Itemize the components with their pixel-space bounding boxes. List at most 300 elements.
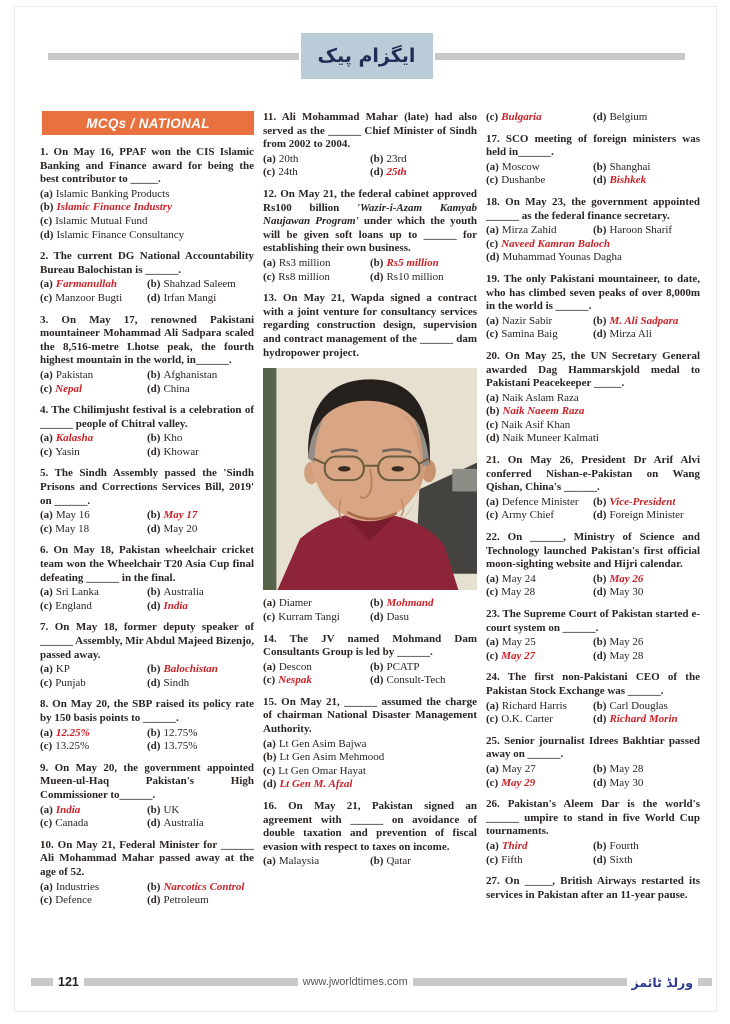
question-block [40, 146, 254, 242]
footer-brand-urdu: ورلڈ ٹائمز [631, 974, 693, 990]
option-value: Muhammad Younas Dagha [502, 251, 622, 264]
option-label: (a) [486, 762, 499, 775]
option-value-correct: India [55, 803, 81, 816]
option-label: (c) [40, 382, 53, 395]
option-value: UK [163, 803, 180, 816]
option-label: (a) [263, 737, 276, 750]
question-text [40, 762, 254, 803]
option [40, 278, 147, 292]
question-number: 14. [263, 632, 290, 645]
question-block [486, 735, 700, 790]
option-label: (a) [486, 636, 499, 649]
option-value: Khowar [163, 445, 199, 458]
option-value: Lt Gen Omar Hayat [278, 764, 366, 777]
option [40, 817, 147, 831]
question-text [486, 133, 700, 160]
option-value: Qatar [386, 855, 411, 868]
option-value: Islamic Mutual Fund [55, 214, 148, 227]
option-label: (b) [593, 762, 607, 775]
option-label: (d) [147, 676, 161, 689]
option-value: May 28 [609, 649, 644, 662]
option-value: May 30 [609, 586, 644, 599]
option-value-correct: Nepal [55, 382, 83, 395]
option-value-correct: India [163, 599, 188, 612]
question-text-part: The only Pakistani mountaineer, to date, who has climbed seven peaks of over 8,000m in the world is ______. [486, 272, 700, 313]
option [486, 573, 593, 587]
option [486, 419, 700, 433]
option-value: May 18 [55, 522, 90, 535]
option [486, 700, 593, 714]
option-label: (a) [40, 187, 53, 200]
option-row [486, 713, 700, 727]
option-value: Sri Lanka [55, 586, 99, 599]
option [40, 383, 147, 397]
option [370, 855, 477, 869]
question-block [263, 188, 477, 284]
option-value: KP [55, 663, 70, 676]
option-label: (d) [147, 599, 161, 612]
option-value: Shahzad Saleem [163, 278, 236, 291]
option [263, 153, 370, 167]
page-footer [31, 974, 712, 990]
option [486, 713, 593, 727]
question-number: 12. [263, 187, 281, 200]
question-block [486, 273, 700, 342]
option-label: (a) [486, 572, 499, 585]
option-value: 20th [278, 152, 299, 165]
question-text [486, 273, 700, 314]
option [147, 804, 254, 818]
option-row [40, 817, 254, 831]
option-row [486, 315, 700, 329]
question-block [486, 133, 700, 188]
question-number: 27. [486, 875, 505, 888]
option [147, 369, 254, 383]
option-label: (a) [40, 663, 53, 676]
option [40, 586, 147, 600]
option [593, 854, 700, 868]
option-row [486, 573, 700, 587]
option-row [486, 496, 700, 510]
footer-rule-left [31, 978, 53, 986]
option-row [40, 740, 254, 754]
question-text-part: On May 20, the government appointed Mueen-ul-Haq Pakistan's High Commissioner to______. [40, 761, 255, 801]
option-label: (b) [370, 855, 384, 868]
option [486, 315, 593, 329]
question-text-part: On May 21, Federal Minister for ______ Ali Mohammad Mahar passed away at the age of 52. [40, 838, 254, 878]
question-number: 18. [486, 195, 506, 208]
question-number: 1. [40, 146, 54, 158]
option-value: Kho [163, 432, 183, 445]
question-text [486, 671, 700, 698]
question-text-part: The Supreme Court of Pakistan started e-court system on ______. [486, 608, 700, 634]
option-label: (b) [147, 432, 161, 445]
option-row [40, 446, 254, 460]
section-banner [42, 111, 254, 135]
option-row [40, 881, 254, 895]
question-number: 24. [486, 671, 508, 684]
option-value: Yasin [55, 445, 80, 458]
question-text [40, 839, 254, 880]
option [593, 496, 700, 510]
option-value: Fifth [501, 853, 523, 866]
option [40, 292, 147, 306]
option-label: (b) [147, 726, 161, 739]
question-block [486, 798, 700, 867]
option-value-correct: M. Ali Sadpara [609, 314, 679, 327]
option-value-correct: Farmanullah [55, 278, 117, 291]
options-block [486, 111, 700, 125]
option-value: Lt Gen Asim Bajwa [278, 737, 367, 750]
option-row [40, 369, 254, 383]
option-row [40, 432, 254, 446]
option-label: (a) [40, 586, 53, 599]
question-text [486, 875, 700, 902]
option-label: (d) [263, 778, 277, 791]
option-value-correct: Third [501, 839, 528, 852]
question-number: 20. [486, 349, 506, 362]
article-photo [263, 368, 477, 590]
option-value: Descon [278, 660, 312, 673]
option-value: Naik Aslam Raza [501, 391, 579, 404]
option-value: Defence Minister [501, 495, 579, 508]
option-row [486, 509, 700, 523]
option-row [486, 432, 700, 446]
option-value-correct: Kalasha [55, 432, 94, 445]
option-label: (a) [263, 597, 276, 610]
option-row [40, 677, 254, 691]
option-value-correct: 25th [386, 166, 407, 179]
option [147, 523, 254, 537]
content-columns [40, 111, 700, 964]
option-row [40, 894, 254, 908]
option [370, 166, 477, 180]
option-value: Naik Asif Khan [501, 418, 571, 431]
option-value: Richard Harris [501, 699, 567, 712]
option [147, 894, 254, 908]
question-block [263, 111, 477, 180]
footer-rule-mid-left [84, 978, 298, 986]
option [263, 597, 370, 611]
option-value-correct: Vice-President [609, 495, 676, 508]
option-label: (b) [593, 572, 607, 585]
option-value: May 27 [501, 762, 536, 775]
option-label: (d) [147, 817, 161, 830]
option [486, 509, 593, 523]
option-row [40, 292, 254, 306]
question-text-part: The current DG National Accountability Bureau Balochistan is ______. [40, 250, 254, 276]
option [370, 674, 477, 688]
option-label: (d) [593, 111, 607, 123]
option-value-correct: Nespak [278, 674, 312, 687]
option-label: (c) [40, 291, 53, 304]
option-row [486, 405, 700, 419]
question-block [263, 292, 477, 360]
question-text [263, 188, 477, 256]
option [593, 713, 700, 727]
option-label: (d) [147, 445, 161, 458]
option [593, 777, 700, 791]
option-label: (c) [40, 740, 53, 753]
option [593, 315, 700, 329]
option [486, 111, 593, 125]
option-row [486, 174, 700, 188]
option-value-correct: Naveed Kamran Baloch [501, 237, 610, 250]
option-label: (b) [147, 803, 161, 816]
option-value-correct: Richard Morin [609, 713, 678, 726]
option-label: (a) [263, 256, 276, 269]
option-value: Punjab [55, 676, 86, 689]
option-row [263, 271, 477, 285]
portrait-photo [263, 368, 477, 590]
option [593, 763, 700, 777]
question-text [40, 250, 254, 277]
option-row [486, 224, 700, 238]
question-block [40, 762, 254, 831]
option [147, 432, 254, 446]
option-value: May 16 [55, 509, 90, 522]
option-row [263, 751, 477, 765]
option-label: (c) [486, 713, 499, 726]
option-value-correct: May 27 [501, 649, 536, 662]
question-text [40, 698, 254, 725]
question-number: 5. [40, 467, 55, 480]
option-value: May 24 [501, 572, 536, 585]
masthead-title-urdu: ایگزام پیک [317, 45, 416, 67]
option [40, 881, 147, 895]
option-value: Canada [55, 817, 89, 830]
option [263, 257, 370, 271]
option [486, 161, 593, 175]
option-value: Samina Baig [501, 328, 558, 341]
question-text [486, 608, 700, 635]
option-label: (c) [486, 111, 499, 123]
question-text-part: The first non-Pakistani CEO of the Pakistan Stock Exchange was ______. [486, 671, 700, 697]
column-3 [486, 111, 700, 964]
option-label: (c) [263, 610, 276, 623]
option-row [486, 238, 700, 252]
option-value: Shanghai [609, 160, 651, 173]
option-label: (d) [593, 776, 607, 789]
question-text-part: On May 21, Pakistan signed an agreement with ______ on avoidance of double taxation and prevention of fiscal evasion with respect to taxes on income. [263, 800, 477, 853]
option-value-correct: Naik Naeem Raza [502, 405, 585, 418]
masthead-rule-left [48, 53, 299, 60]
option-row [263, 855, 477, 869]
option [370, 611, 477, 625]
question-text-part: On May 17, renowned Pakistani mountaineer Mohammad Ali Sadpara scaled the 8,516-metre Lhotse peak, the fourth highest mountain in the world, in______. [40, 313, 255, 367]
option [263, 738, 477, 752]
option-row [486, 251, 700, 265]
question-text-part: On ______, Ministry of Science and Technology launched Pakistan's first official moon-sighting website and Hijri calendar. [486, 531, 700, 571]
option-label: (d) [593, 649, 607, 662]
option-label: (d) [593, 509, 607, 522]
question-text-part: SCO meeting of foreign ministers was held in______. [486, 132, 700, 159]
option-value-correct: Bishkek [609, 174, 647, 187]
question-text-part: On May 18, Pakistan wheelchair cricket team won the Wheelchair T20 Asia Cup final defeating ______ in the final. [40, 544, 254, 584]
option [486, 763, 593, 777]
option-label: (c) [40, 445, 53, 458]
option-label: (a) [40, 368, 53, 381]
option-label: (b) [593, 839, 607, 852]
question-block [40, 314, 254, 397]
question-number: 8. [40, 698, 53, 711]
question-text [263, 111, 477, 152]
option-value: England [55, 599, 92, 612]
option [370, 661, 477, 675]
option-value-correct: Bulgaria [501, 111, 542, 123]
option-label: (d) [593, 853, 607, 866]
option-value: May 26 [609, 636, 644, 649]
question-block [486, 196, 700, 265]
option [147, 727, 254, 741]
option-value-correct: 12.25% [55, 726, 90, 739]
option [486, 840, 593, 854]
option-label: (d) [593, 174, 607, 187]
option-row [486, 111, 700, 125]
option-value-correct: Lt Gen M. Afzal [279, 778, 353, 791]
option-label: (a) [40, 803, 53, 816]
question-text [486, 798, 700, 839]
question-number: 26. [486, 798, 508, 811]
option-label: (a) [40, 726, 53, 739]
option [593, 161, 700, 175]
option-value: Nazir Sabir [501, 314, 553, 327]
option [40, 677, 147, 691]
question-text-part: On May 23, the government appointed ______ as the federal finance secretary. [486, 195, 700, 222]
option-label: (a) [486, 391, 499, 404]
option-value: May 28 [609, 762, 644, 775]
option-label: (b) [370, 597, 384, 610]
option-label: (d) [40, 228, 54, 241]
question-text [486, 531, 700, 572]
question-block [486, 531, 700, 600]
option [40, 523, 147, 537]
option-label: (d) [147, 740, 161, 753]
option-value: Haroon Sharif [609, 224, 673, 237]
option-label: (c) [486, 174, 499, 187]
option-label: (c) [40, 676, 53, 689]
option [593, 586, 700, 600]
option-row [263, 778, 477, 792]
option [40, 509, 147, 523]
option-label: (b) [263, 751, 277, 764]
question-block [40, 467, 254, 536]
question-number: 22. [486, 531, 508, 544]
question-block [40, 544, 254, 613]
option-row [40, 727, 254, 741]
option [147, 278, 254, 292]
question-text [40, 544, 254, 585]
option-value-correct: May 29 [501, 776, 536, 789]
option-label: (c) [486, 237, 499, 250]
option [40, 369, 147, 383]
option-value: Sixth [609, 853, 633, 866]
question-text [263, 633, 477, 660]
option [486, 650, 593, 664]
option-label: (c) [40, 817, 53, 830]
option-label: (b) [370, 660, 384, 673]
option [147, 586, 254, 600]
option-row [486, 419, 700, 433]
option-value: Foreign Minister [609, 509, 684, 522]
option-value: Pakistan [55, 368, 94, 381]
option [263, 166, 370, 180]
option [40, 727, 147, 741]
option [263, 751, 477, 765]
option-row [40, 663, 254, 677]
option-row [486, 636, 700, 650]
option-value: Mirza Ali [609, 328, 652, 341]
option-row [263, 597, 477, 611]
option-value-correct: May 26 [609, 572, 644, 585]
option-value: Irfan Mangi [163, 291, 217, 304]
option [40, 201, 254, 215]
option-label: (d) [593, 328, 607, 341]
question-text-part: On May 21, ______ assumed the charge of chairman National Disaster Management Authority. [263, 695, 478, 736]
option-row [486, 650, 700, 664]
question-block [263, 633, 477, 688]
option-label: (a) [486, 314, 499, 327]
question-text-part: The Chilimjusht festival is a celebration of ______ people of Chitral valley. [40, 404, 254, 430]
option-label: (b) [593, 699, 607, 712]
question-block [486, 454, 700, 523]
question-text [263, 800, 477, 854]
question-number: 19. [486, 272, 504, 285]
option-row [40, 586, 254, 600]
option [263, 271, 370, 285]
question-text-part: On May 18, former deputy speaker of ______ Assembly, Mir Abdul Majeed Bizenjo, passed away. [40, 621, 255, 661]
option [147, 383, 254, 397]
footer-page-number: 121 [58, 975, 79, 989]
question-text-part: under which the youth will be given soft loans up to ______ for establishing their own business. [263, 215, 477, 255]
option [486, 432, 700, 446]
option [147, 292, 254, 306]
question-block [40, 250, 254, 305]
option-value: Kurram Tangi [278, 610, 340, 623]
option-value: Moscow [501, 160, 540, 173]
option [40, 432, 147, 446]
option [40, 229, 254, 243]
question-block [263, 696, 477, 792]
option-value: May 25 [501, 636, 536, 649]
option-label: (a) [40, 278, 53, 291]
option [263, 778, 477, 792]
option-label: (c) [40, 599, 53, 612]
option-label: (b) [147, 509, 161, 522]
question-number: 25. [486, 734, 505, 747]
option [40, 215, 254, 229]
option-value: Carl Douglas [609, 699, 668, 712]
option [40, 804, 147, 818]
option-label: (a) [486, 699, 499, 712]
option-row [486, 763, 700, 777]
question-block [40, 404, 254, 459]
option-row [263, 153, 477, 167]
option [370, 597, 477, 611]
question-text-part: On May 20, the SBP raised its policy rate by 150 basis points to ______. [40, 698, 255, 724]
option [593, 700, 700, 714]
option [263, 855, 370, 869]
option [486, 854, 593, 868]
option-value-correct: Mohmand [386, 597, 434, 610]
question-text-part: On May 25, the UN Secretary General awarded Dag Hammarskjold medal to Pakistani Peacekeeper _____. [486, 349, 700, 390]
question-text-part: Pakistan's Aleem Dar is the world's ______ umpire to stand in five World Cup tournaments. [486, 798, 700, 838]
option-label: (b) [593, 224, 607, 237]
option-value-correct: Islamic Finance Industry [56, 201, 172, 214]
option [593, 328, 700, 342]
option-label: (b) [370, 256, 384, 269]
option-row [263, 738, 477, 752]
